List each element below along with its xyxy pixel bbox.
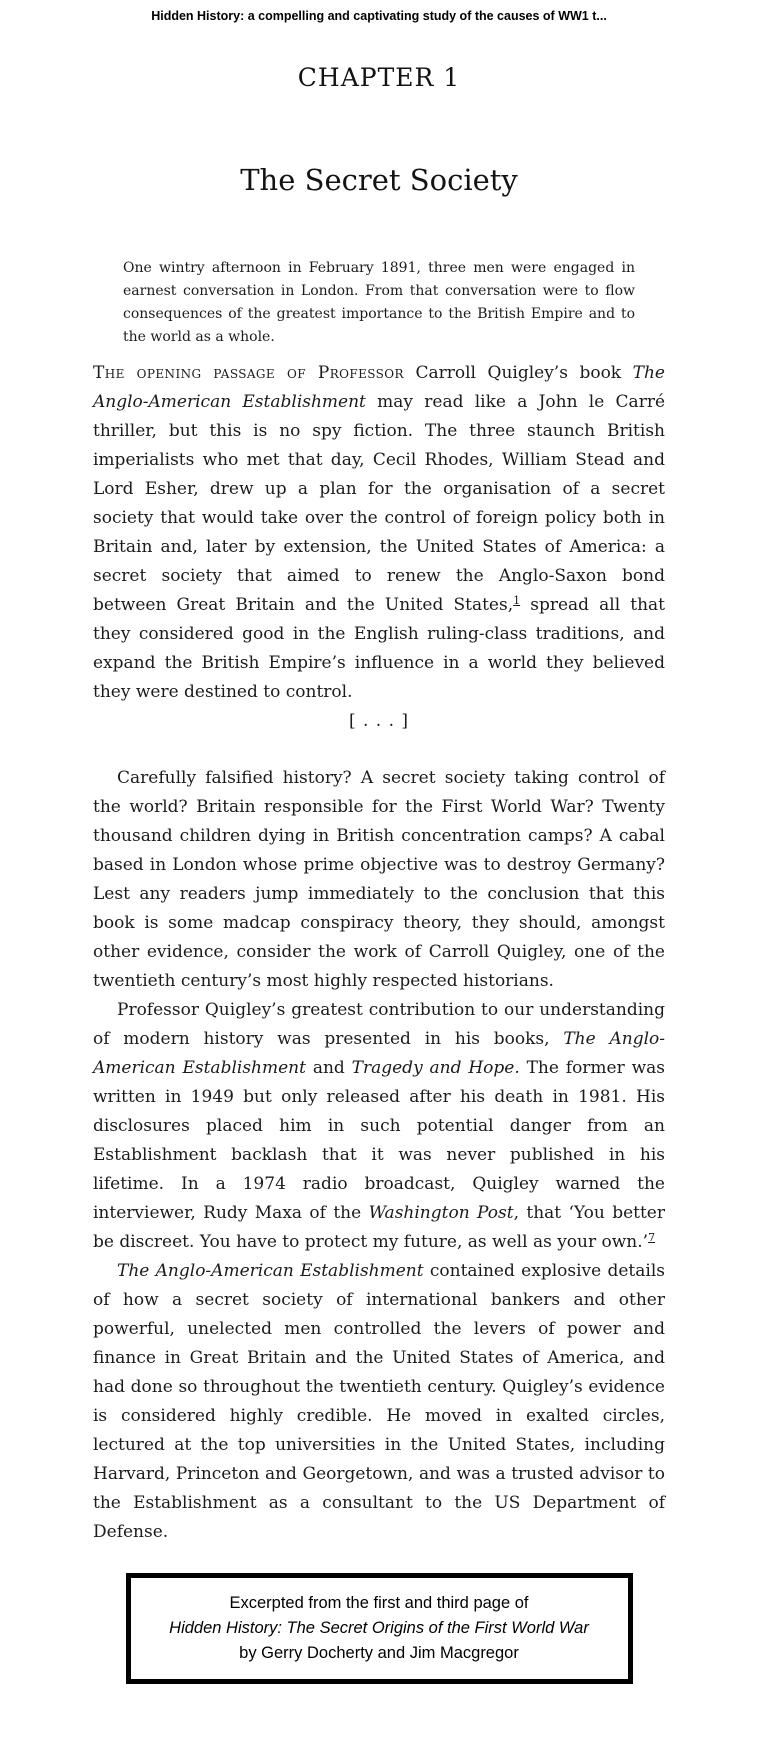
paragraph bbox=[93, 359, 665, 707]
section-title: The Secret Society bbox=[240, 163, 518, 197]
paragraph bbox=[93, 764, 665, 996]
epigraph: One wintry afternoon in February 1891, three men were engaged in earnest conversation in London. From that conversation were to flow consequences of the greatest importance to the British Empire and to the world as a whole. bbox=[123, 260, 635, 345]
italic-text: The Anglo-American Establishment bbox=[93, 1029, 665, 1078]
italic-text: Washington Post bbox=[368, 1203, 514, 1223]
body-text bbox=[93, 359, 665, 1547]
text-run: and bbox=[305, 1058, 352, 1078]
paragraph bbox=[93, 996, 665, 1257]
text-run: Professor Quigley’s greatest contribution to our understanding of modern history was presented in his books, bbox=[93, 1000, 665, 1049]
text-column bbox=[93, 257, 665, 1684]
text-run: The former was written in 1949 but only released after his death in 1981. His disclosures placed him in such potential danger from an Establishment backlash that it was never published in his lifetime. In a 1974 radio broadcast, Quigley warned the interviewer, Rudy Maxa of the bbox=[93, 1058, 665, 1223]
excerpt-book-title: Hidden History: The Secret Origins of the First World War bbox=[169, 1619, 589, 1637]
italic-text: Tragedy and Hope. bbox=[351, 1058, 520, 1078]
page-content bbox=[0, 63, 758, 1684]
text-run: Carroll Quigley’s book bbox=[403, 363, 633, 383]
text-run: may read like a John le Carré thriller, but this is no spy fiction. The three staunch British imperialists who met that day, Cecil Rhodes, William Stead and Lord Esher, drew up a plan for the organisation of a secret society that would take over the control of foreign policy both in Britain and, later by extension, the United States of America: a secret society that aimed to renew the Anglo-Saxon bond between Great Britain and the United States, bbox=[93, 392, 666, 615]
text-run: , that ‘You better be discreet. You have to protect my future, as well as your own.’ bbox=[93, 1203, 665, 1252]
italic-text: The Anglo-American Establishment bbox=[93, 363, 665, 412]
book-title-header: Hidden History: a compelling and captivating study of the causes of WW1 t... bbox=[151, 9, 607, 23]
excerpt-attribution-box bbox=[126, 1573, 633, 1684]
italic-text: The Anglo-American Establishment bbox=[117, 1261, 424, 1281]
excerpt-authors: by Gerry Docherty and Jim Macgregor bbox=[239, 1644, 519, 1662]
text-run: spread all that they considered good in the English ruling-class traditions, and expand the British Empire’s influence in a world they believed they were destined to control. bbox=[93, 595, 665, 702]
footnote-link[interactable]: 7 bbox=[648, 1231, 656, 1244]
viewer-header bbox=[0, 0, 758, 23]
ellipsis-separator: [ . . . ] bbox=[348, 711, 410, 731]
paragraph bbox=[93, 1257, 665, 1547]
smallcaps-text: The opening passage of Professor bbox=[93, 363, 404, 383]
text-run: contained explosive details of how a secret society of international bankers and other powerful, unelected men controlled the levers of power and finance in Great Britain and the United States of America, and had done so throughout the twentieth century. Quigley’s evidence is considered highly credible. He moved in exalted circles, lectured at the top universities in the United States, including Harvard, Princeton and Georgetown, and was a trusted advisor to the Establishment as a consultant to the US Department of Defense. bbox=[93, 1261, 665, 1542]
text-run: Carefully falsified history? A secret society taking control of the world? Britain responsible for the First World War? Twenty thousand children dying in British concentration camps? A cabal based in London whose prime objective was to destroy Germany? Lest any readers jump immediately to the conclusion that this book is some madcap conspiracy theory, they should, amongst other evidence, consider the work of Carroll Quigley, one of the twentieth century’s most highly respected historians. bbox=[93, 768, 665, 991]
footnote-link[interactable]: 1 bbox=[513, 594, 521, 607]
chapter-heading: CHAPTER 1 bbox=[297, 63, 461, 92]
excerpt-line-1: Excerpted from the first and third page of bbox=[229, 1594, 529, 1612]
